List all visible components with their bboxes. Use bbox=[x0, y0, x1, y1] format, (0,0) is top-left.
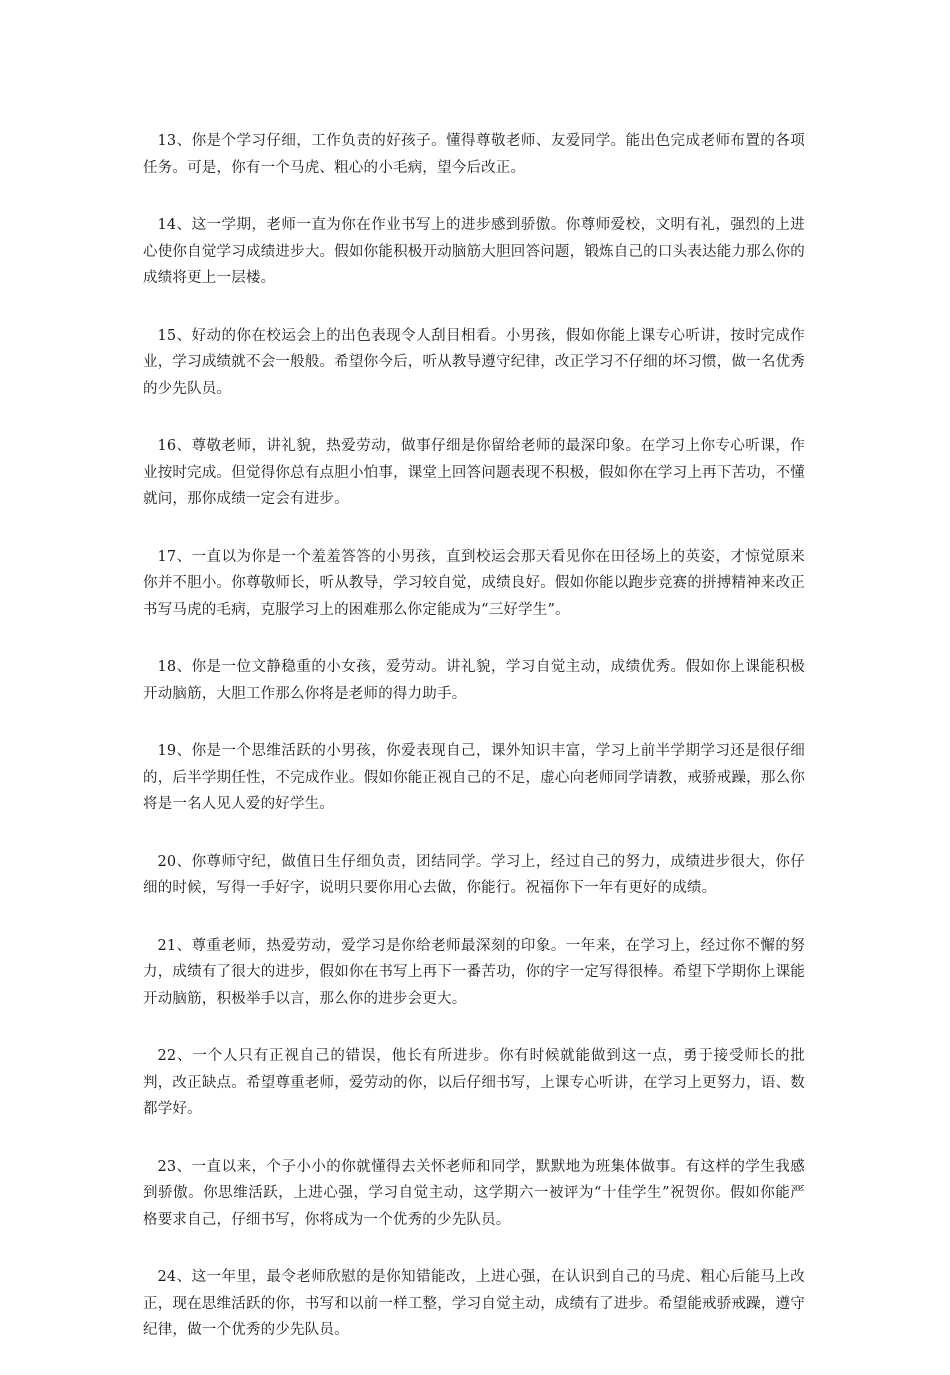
comment-paragraph-18: 18、你是一位文静稳重的小女孩，爱劳动。讲礼貌，学习自觉主动，成绩优秀。假如你上课能积极开动脑筋，大胆工作那么你将是老师的得力助手。 bbox=[143, 659, 805, 702]
comment-paragraph-20: 20、你尊师守纪，做值日生仔细负责，团结同学。学习上，经过自己的努力，成绩进步很大，你仔细的时候，写得一手好字，说明只要你用心去做，你能行。祝福你下一年有更好的成绩。 bbox=[143, 853, 805, 896]
comment-paragraph-21: 21、尊重老师，热爱劳动，爱学习是你给老师最深刻的印象。一年来，在学习上，经过你不懈的努力，成绩有了很大的进步，假如你在书写上再下一番苦功，你的字一定写得很棒。希望下学期你上课能开动脑筋，积极举手以言，那么你的进步会更大。 bbox=[143, 937, 805, 1007]
comment-paragraph-24: 24、这一年里，最令老师欣慰的是你知错能改，上进心强，在认识到自己的马虎、粗心后能马上改正，现在思维活跃的你，书写和以前一样工整，学习自觉主动，成绩有了进步。希望能戒骄戒躁，遵守纪律，做一个优秀的少先队员。 bbox=[143, 1269, 805, 1338]
comment-paragraph-19: 19、你是一个思维活跃的小男孩，你爱表现自己，课外知识丰富，学习上前半学期学习还是很仔细的，后半学期任性，不完成作业。假如你能正视自己的不足，虚心向老师同学请教，戒骄戒躁，那么你将是一名人见人爱的好学生。 bbox=[143, 743, 805, 812]
comment-paragraph-22: 22、一个人只有正视自己的错误，他长有所进步。你有时候就能做到这一点，勇于接受师长的批判，改正缺点。希望尊重老师，爱劳动的你，以后仔细书写，上课专心听讲，在学习上更努力，语、数都学好。 bbox=[143, 1048, 805, 1117]
comment-paragraph-16: 16、尊敬老师，讲礼貌，热爱劳动，做事仔细是你留给老师的最深印象。在学习上你专心听课，作业按时完成。但觉得你总有点胆小怕事，课堂上回答问题表现不积极，假如你在学习上再下苦功，不懂就问，那你成绩一定会有进步。 bbox=[143, 438, 805, 507]
comment-paragraph-15: 15、好动的你在校运会上的出色表现令人刮目相看。小男孩，假如你能上课专心听讲，按时完成作业，学习成绩就不会一般般。希望你今后，听从教导遵守纪律，改正学习不仔细的坏习惯，做一名优秀的少先队员。 bbox=[143, 327, 805, 397]
comment-list bbox=[143, 128, 805, 1375]
comment-paragraph-23: 23、一直以来，个子小小的你就懂得去关怀老师和同学，默默地为班集体做事。有这样的学生我感到骄傲。你思维活跃，上进心强，学习自觉主动，这学期六一被评为“十佳学生”祝贺你。假如你能严格要求自己，仔细书写，你将成为一个优秀的少先队员。 bbox=[143, 1158, 805, 1228]
comment-paragraph-17: 17、一直以为你是一个羞羞答答的小男孩，直到校运会那天看见你在田径场上的英姿，才惊觉原来你并不胆小。你尊敬师长，听从教导，学习较自觉，成绩良好。假如你能以跑步竞赛的拼搏精神来改正书写马虎的毛病，克服学习上的困难那么你定能成为“三好学生”。 bbox=[143, 548, 805, 618]
comment-paragraph-13: 13、你是个学习仔细，工作负责的好孩子。懂得尊敬老师、友爱同学。能出色完成老师布置的各项任务。可是，你有一个马虎、粗心的小毛病，望今后改正。 bbox=[143, 133, 805, 176]
comment-paragraph-14: 14、这一学期，老师一直为你在作业书写上的进步感到骄傲。你尊师爱校，文明有礼，强烈的上进心使你自觉学习成绩进步大。假如你能积极开动脑筋大胆回答问题，锻炼自己的口头表达能力那么你的成绩将更上一层楼。 bbox=[143, 217, 805, 286]
